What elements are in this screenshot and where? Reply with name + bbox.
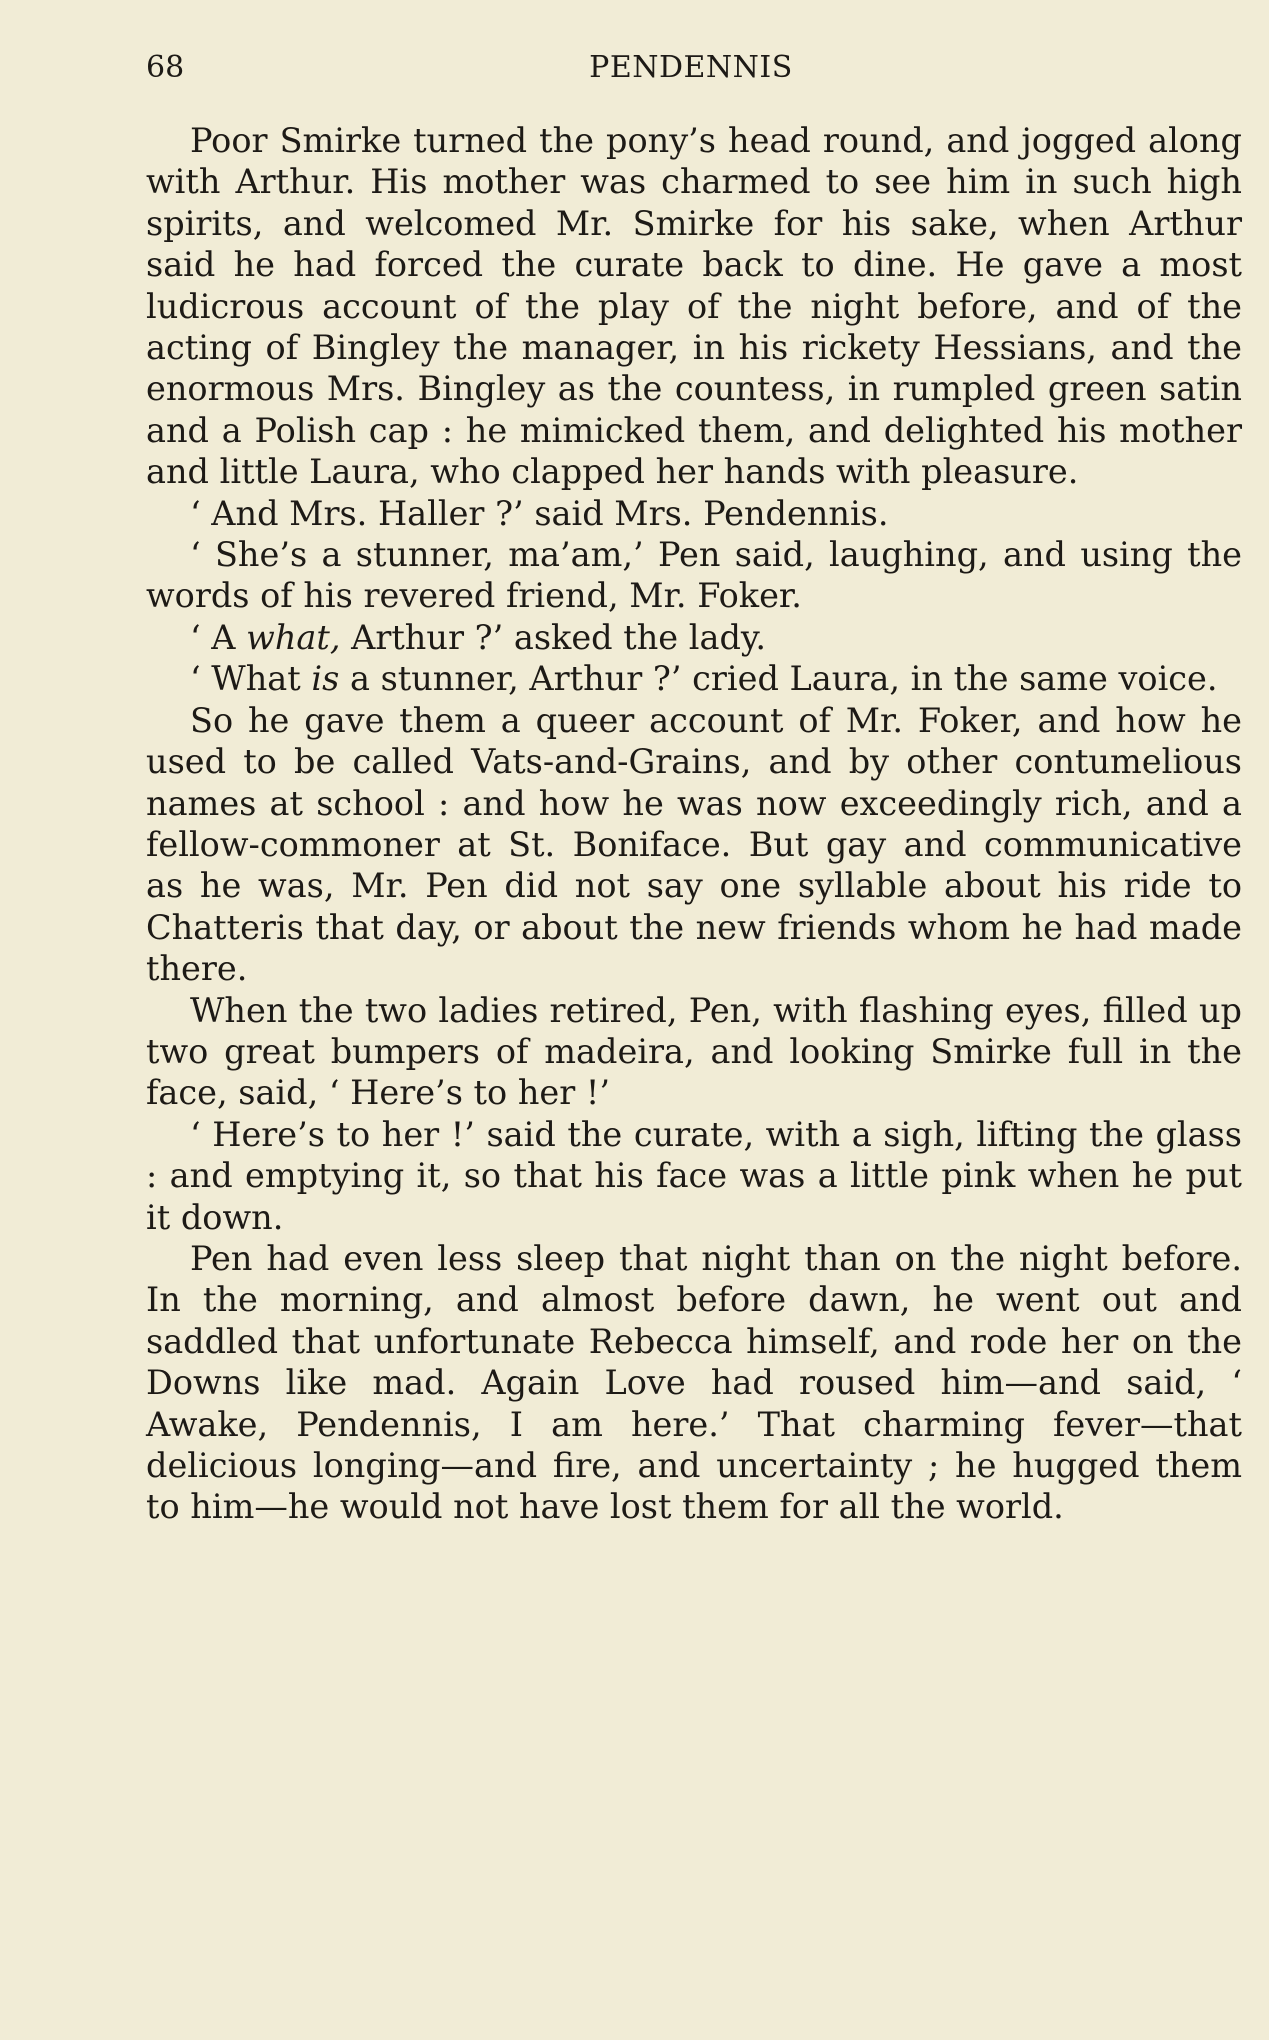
paragraph-3: ‘ She’s a stunner, ma’am,’ Pen said, laughing, and using the words of his revered friend, Mr. Foker. bbox=[146, 535, 1242, 616]
paragraph-1: Poor Smirke turned the pony’s head round, and jogged along with Arthur. His mother was charmed to see him in such high spirits, and welcomed Mr. Smirke for his sake, when Arthur said he had forced the curate back to dine. He gave a most ludicrous account of the play of the night before, and of the acting of Bingley the manager, in his rickety Hessians, and the enormous Mrs. Bingley as the countess, in rumpled green satin and a Polish cap : he mimicked them, and delighted his mother and little Laura, who clapped her hands with pleasure. bbox=[146, 121, 1242, 492]
paragraph-7: When the two ladies retired, Pen, with flashing eyes, filled up two great bumpers of madeira, and looking Smirke full in the face, said, ‘ Here’s to her !’ bbox=[146, 990, 1242, 1113]
paragraph-4-before: ‘ A bbox=[190, 617, 247, 657]
running-title: PENDENNIS bbox=[589, 50, 793, 85]
paragraph-4-italic: what, bbox=[246, 617, 341, 657]
paragraph-9: Pen had even less sleep that night than on the night before. In the morning, and almost before dawn, he went out and saddled that unfortunate Rebecca himself, and rode her on the Downs like mad. Again Love had roused him—and said, ‘ Awake, Pendennis, I am here.’ That charming fever—that delicious longing—and fire, and uncertainty ; he hugged them to him—he would not have lost them for all the world. bbox=[146, 1238, 1242, 1527]
running-head bbox=[146, 50, 1236, 94]
body-text bbox=[146, 120, 1242, 1528]
paragraph-5 bbox=[146, 658, 1242, 699]
page-number: 68 bbox=[146, 50, 185, 85]
paragraph-8: ‘ Here’s to her !’ said the curate, with a sigh, lifting the glass : and emptying it, so that his face was a little pink when he put it down. bbox=[146, 1114, 1242, 1237]
paragraph-5-italic: is bbox=[311, 659, 340, 699]
paragraph-2: ‘ And Mrs. Haller ?’ said Mrs. Pendennis. bbox=[190, 493, 889, 533]
paragraph-5-after: a stunner, Arthur ?’ cried Laura, in the same voice. bbox=[339, 659, 1218, 699]
paragraph-5-before: ‘ What bbox=[190, 659, 312, 699]
paragraph-6: So he gave them a queer account of Mr. Foker, and how he used to be called Vats-and-Grains, and by other contumelious names at school : and how he was now exceedingly rich, and a fellow-commoner at St. Boniface. But gay and communicative as he was, Mr. Pen did not say one syllable about his ride to Chatteris that day, or about the new friends whom he had made there. bbox=[146, 700, 1242, 989]
paragraph-4-after: Arthur ?’ asked the lady. bbox=[340, 617, 767, 657]
paragraph-4 bbox=[146, 617, 1242, 658]
